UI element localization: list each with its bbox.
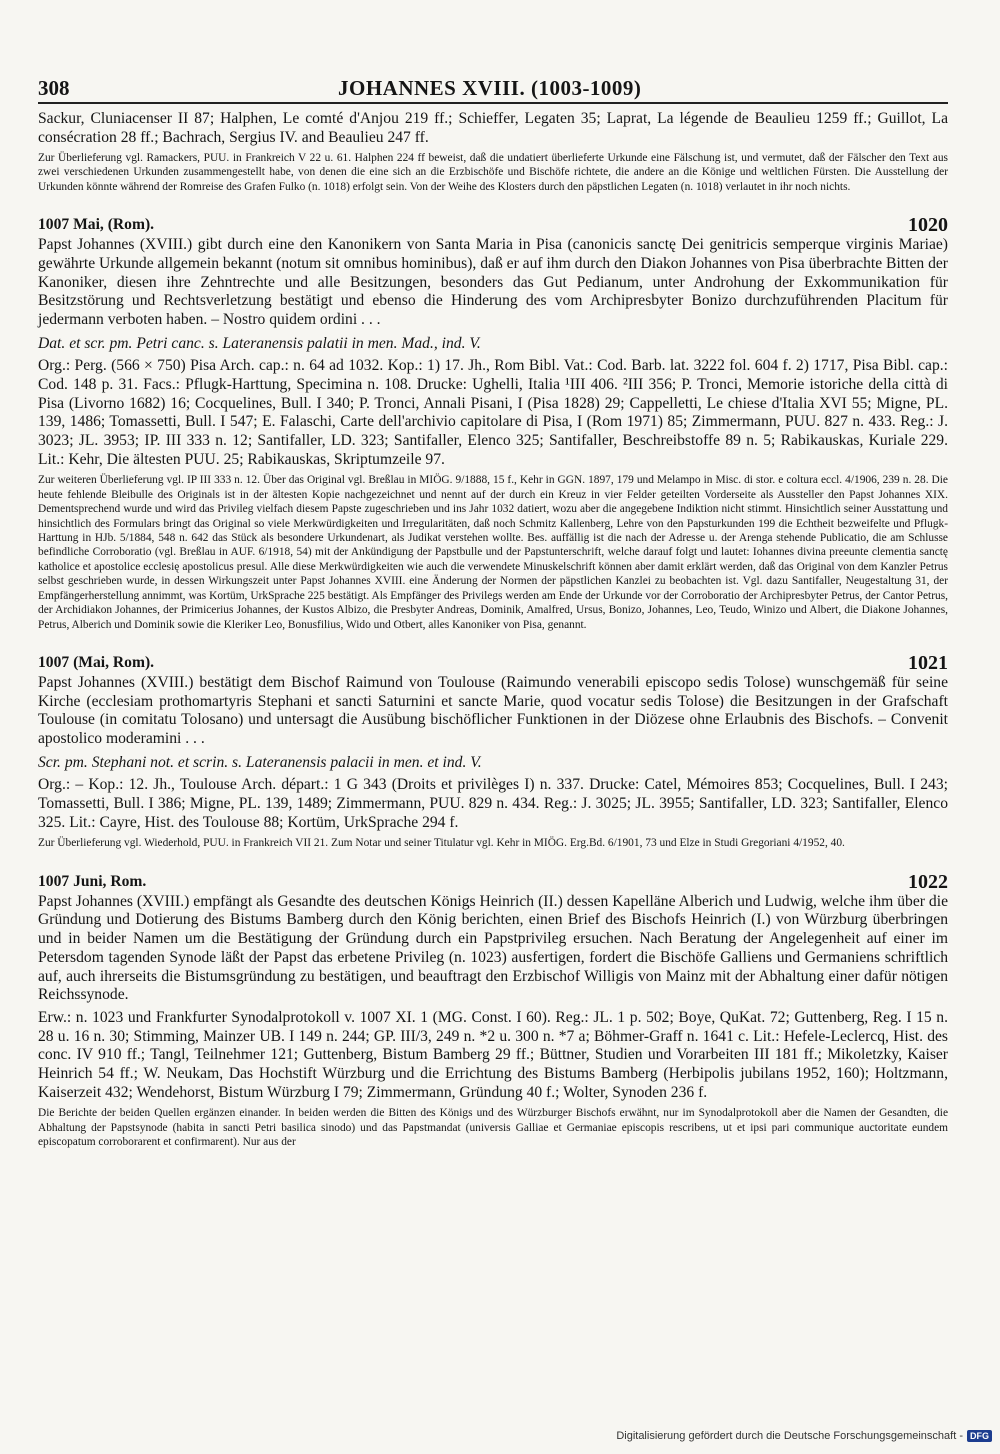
regest-1022 bbox=[38, 870, 948, 1150]
regest-heading bbox=[38, 651, 948, 674]
footer-text: Digitalisierung gefördert durch die Deutsche Forschungsgemeinschaft - bbox=[616, 1430, 963, 1442]
regest-number: 1020 bbox=[908, 214, 948, 237]
running-header bbox=[38, 68, 948, 104]
digitization-footer bbox=[616, 1430, 992, 1442]
page-number: 308 bbox=[38, 76, 70, 100]
regest-number: 1022 bbox=[908, 870, 948, 893]
regest-note: Zur Überlieferung vgl. Wiederhold, PUU. in Frankreich VII 21. Zum Notar und seiner Titulatur vgl. Kehr in MIÖG. Erg.Bd. 6/1901, 73 und Elze in Studi Gregoriani 4/1952, 40. bbox=[38, 837, 845, 850]
regest-sources: Org.: – Kop.: 12. Jh., Toulouse Arch. départ.: 1 G 343 (Droits et privilèges I) n. 337. Drucke: Catel, Mémoires 853; Cocquelines, Bull. I 243; Tomassetti, Bull. I 386; Migne, PL. 139, 1489; Zimmermann, PUU. 829 n. 434. Reg.: J. 3025; JL. 3955; Santifaller, LD. 323; Santifaller, Elenco 325. Lit.: Cayre, Hist. des Toulouse 88; Kortüm, UrkSprache 294 f. bbox=[38, 776, 948, 831]
regest-1021 bbox=[38, 651, 948, 851]
running-title: JOHANNES XVIII. (1003-1009) bbox=[338, 76, 642, 100]
regest-dating: Dat. et scr. pm. Petri canc. s. Lateranensis palatii in men. Mad., ind. V. bbox=[38, 334, 481, 352]
regest-text: Papst Johannes (XVIII.) bestätigt dem Bischof Raimund von Toulouse (Raimundo venerabili episcopo sedis Tolose) wunschgemäß für seine Kirche (ecclesiam prothomartyris Stephani et sancti Saturnini et sancte Marie, quod vocatur sedis Tolose) die Besitzungen in der Grafschaft Toulouse (in comitatu Tolosano) und untersagt die Ausübung bischöflicher Funktionen in der Diözese ohne Erlaubnis des Bischofs. – Convenit apostolico moderamini . . . bbox=[38, 673, 948, 748]
regest-date: 1007 Juni, Rom. bbox=[38, 872, 147, 890]
dfg-logo-icon: DFG bbox=[967, 1430, 992, 1442]
regest-text: Papst Johannes (XVIII.) empfängt als Gesandte des deutschen Königs Heinrich (II.) dessen Kapelläne Alberich und Ludwig, welche ihm über die Gründung und Dotierung des Bistums Bamberg durch den König berichten, einen Brief des Bischofs Heinrich (I.) von Würzburg überbringen und in beider Namen um die Bestätigung der Gründung durch ein Papstprivileg ersuchen. Nach Beratung der Angelegenheit auf einer im Petersdom tagenden Synode läßt der Papst das erbetene Privileg (n. 1023) ausfertigen, fordert die Bischöfe Galliens und Germaniens schriftlich auf, auch ihrerseits die Bistumsgründung zu bestätigen, und beauftragt den Erzbischof Willigis von Mainz mit der Abhaltung einer dafür nötigen Reichssynode. bbox=[38, 892, 948, 1004]
intro-literature: Sackur, Cluniacenser II 87; Halphen, Le comté d'Anjou 219 ff.; Schieffer, Legaten 35; Laprat, La légende de Beaulieu 1259 ff.; Guillot, La consécration 28 ff.; Bachrach, Sergius IV. and Beaulieu 247 ff. bbox=[38, 110, 948, 146]
regest-sources: Org.: Perg. (566 × 750) Pisa Arch. cap.: n. 64 ad 1032. Kop.: 1) 17. Jh., Rom Bibl. Vat.: Cod. Barb. lat. 3222 fol. 604 f. 2) 1717, Pisa Bibl. cap.: Cod. 148 p. 31. Facs.: Pflugk-Harttung, Specimina n. 108. Drucke: Ughelli, Italia ¹III 406. ²III 356; P. Tronci, Memorie istoriche della città di Pisa (Livorno 1682) 16; Cocquelines, Bull. I 340; P. Tronci, Annali Pisani, I (Pisa 1828) 29; Cappelletti, Le chiese d'Italia XVI 55; Migne, PL. 139, 1486; Tomassetti, Bull. I 547; E. Falaschi, Carte dell'archivio capitolare di Pisa, I (Rom 1971) 85; Zimmermann, PUU. 827 n. 433. Reg.: J. 3023; JL. 3953; IP. III 333 n. 12; Santifaller, LD. 323; Santifaller, Elenco 325; Santifaller, Beschreibstoffe 89 n. 5; Rabikauskas, Kuriale 229. Lit.: Kehr, Die ältesten PUU. 25; Rabikauskas, Skriptumzeile 97. bbox=[38, 357, 948, 468]
intro-note: Zur Überlieferung vgl. Ramackers, PUU. in Frankreich V 22 u. 61. Halphen 224 ff beweist, daß die undatiert überlieferte Urkunde eine Fälschung ist, und vermutet, daß der Fälscher den Text aus zwei verschiedenen Urkunden zusammengestellt habe, von denen die eine sich an die Erzbischöfe und Bischöfe richtete, die andere an die Könige und weltlichen Fürsten. Die Ausstellung der Urkunden könnte während der Romreise des Grafen Fulko (n. 1018) erfolgt sein. Von der Weihe des Klosters durch den päpstlichen Legaten (n. 1018) verlautet in ihr noch nichts. bbox=[38, 152, 948, 193]
regest-heading bbox=[38, 870, 948, 893]
regest-sources: Erw.: n. 1023 und Frankfurter Synodalprotokoll v. 1007 XI. 1 (MG. Const. I 60). Reg.: JL. 1 p. 502; Boye, QuKat. 72; Guttenberg, Reg. I 15 n. 28 u. 16 n. 30; Stimming, Mainzer UB. I 149 n. 244; GP. III/3, 249 n. *2 u. 300 n. *7 a; Böhmer-Graff n. 1641 c. Lit.: Hefele-Leclercq, Hist. des conc. IV 910 ff.; Tangl, Teilnehmer 121; Guttenberg, Bistum Bamberg 29 ff.; Büttner, Studien und Vorarbeiten III 181 ff.; Mikoletzky, Kaiser Heinrich 54 ff.; W. Neukam, Das Hochstift Würzburg und die Errichtung des Bistums Bamberg (Herbipolis jubilans 1952, 160); Holtzmann, Kaiserzeit 432; Wendehorst, Bistum Würzburg I 79; Zimmermann, Gründung 40 f.; Wolter, Synoden 236 f. bbox=[38, 1008, 948, 1101]
regest-note: Zur weiteren Überlieferung vgl. IP III 333 n. 12. Über das Original vgl. Breßlau in MIÖG. 9/1888, 15 f., Kehr in GGN. 1897, 179 und Melampo in Misc. di stor. e coltura eccl. 4/1906, 239 n. 28. Die heute fehlende Bleibulle des Originals ist in der ältesten Kopie nachgezeichnet und nennt auf der durch ein Kreuz in vier Felder geteilten Vorderseite als Aussteller den Papst Johannes XIX. Dementsprechend wurde und wird das Privileg vielfach diesem Papste zugeschrieben und ins Jahr 1032 datiert, wozu aber die angegebene Indiktion nicht stimmt. Hinsichtlich seiner Ausstattung und hinsichtlich des Formulars bringt das Original so viele Merkwürdigkeiten und Irregularitäten, daß noch Schmitz Kallenberg, Lehre von den Papsturkunden 199 die Echtheit bezweifelte und Pflugk-Harttung in HJb. 5/1884, 548 n. 642 das Stück als besondere Urkundenart, als Judikat verstehen wollte. Bes. auffällig ist die nach der Adresse u. der Arenga stehende Publicatio, die am Schlusse befindliche Corroboratio (vgl. Breßlau in AUF. 6/1918, 54) mit der Ankündigung der Papstbulle und der Papstunterschrift, welche darauf folgt und lautet: Iohannes divina preeunte clementia sanctę katholice et apostolice ecclesię apostolicus presul. Alle diese Merkwürdigkeiten wie auch die verwendete Minuskelschrift können aber damit erklärt werden, daß das Original von dem Kanzler Petrus selbst geschrieben wurde, in dessen Wirkungszeit unter Papst Johannes XVIII. eine Änderung der Normen der päpstlichen Kanzlei zu beobachten ist. Vgl. dazu Santifaller, Neugestaltung 31, der Empfängerherstellung annimmt, was Kortüm, UrkSprache 225 bestätigt. Als Empfänger des Privilegs werden am Ende der Urkunde vor der Corroboratio der Archipresbyter Petrus, der Cantor Petrus, der Archidiakon Johannes, der Primicerius Johannes, der Kustos Albizo, die Presbyter Andreas, Dominik, Amalfred, Ursus, Bonizo, Johannes, Leo, Teudo, Winizo und Albert, die Diakone Johannes, Petrus, Alberich und Dominik sowie die Kleriker Leo, Bonusfilius, Wido und Otbert, alles Kanoniker von Pisa, genannt. bbox=[38, 474, 948, 631]
regest-note: Die Berichte der beiden Quellen ergänzen einander. In beiden werden die Bitten des Königs und des Würzburger Bischofs erwähnt, nur im Synodalprotokoll aber die Namen der Gesandten, die Abhaltung der Papstsynode (habita in sancti Petri basilica sinodo) und das Papstmandat (universis Galliae et Germaniae episcopis rescribens, ut et ipsi pari communique auctoritate eundem episcopatum corroborarent et confirmarent). Nur aus der bbox=[38, 1107, 948, 1149]
regest-date: 1007 (Mai, Rom). bbox=[38, 653, 155, 671]
regest-heading bbox=[38, 216, 948, 236]
regest-dating: Scr. pm. Stephani not. et scrin. s. Lateranensis palacii in men. et ind. V. bbox=[38, 753, 482, 771]
regest-number: 1021 bbox=[908, 651, 948, 674]
regest-text: Papst Johannes (XVIII.) gibt durch eine den Kanonikern von Santa Maria in Pisa (canonicis sanctę Dei genitricis semperque virginis Mariae) gewährte Urkunde allgemein bekannt (notum sit omnibus hominibus), daß er auf ihm durch den Diakon Johannes von Pisa überbrachte Bitten der Kanoniker, diesen ihre Zehntrechte und alle Besitzungen, besonders das Gut Pedianum, unter Androhung der Exkommunikation für Besitzstörung und Rechtsverletzung bestätigt und ebenso die Hinderung des vom Archipresbyter Bonizo durchzuführenden Placitum für jedermann verboten haben. – Nostro quidem ordini . . . bbox=[38, 236, 948, 329]
page bbox=[38, 68, 948, 1150]
regest-1020 bbox=[38, 216, 948, 632]
regest-date: 1007 Mai, (Rom). bbox=[38, 216, 155, 234]
